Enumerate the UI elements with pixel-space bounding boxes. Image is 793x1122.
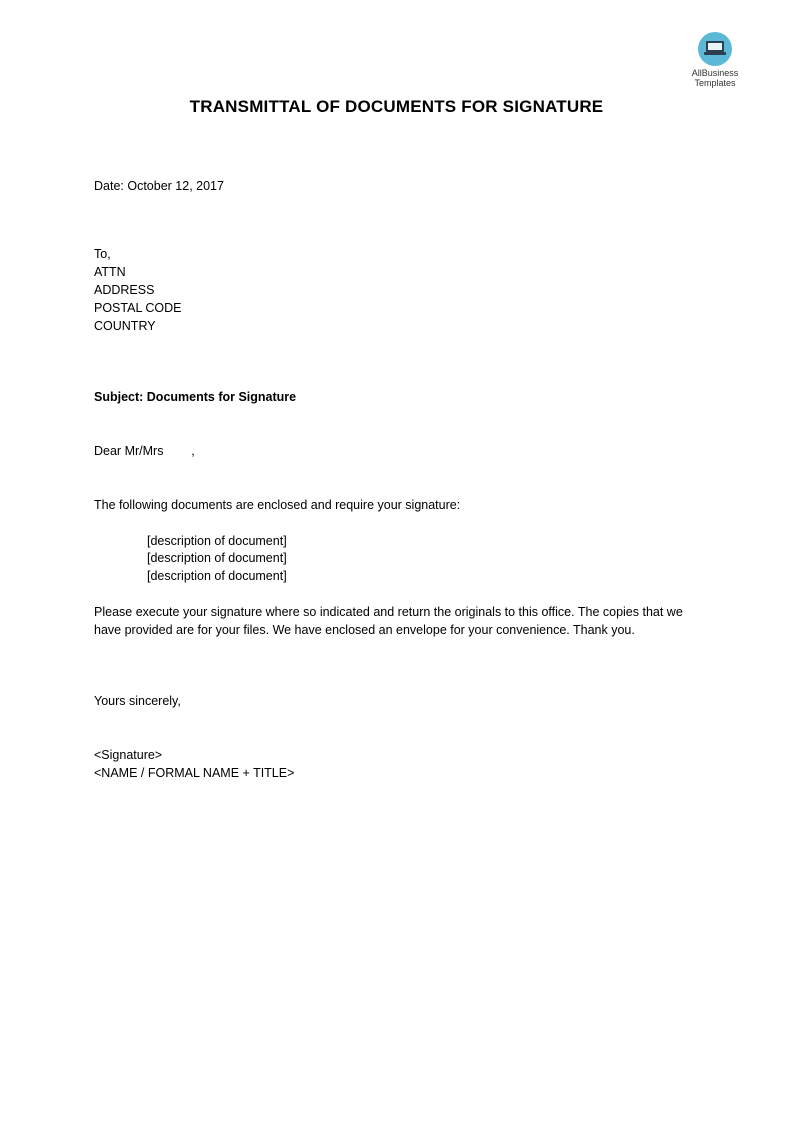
name-title-placeholder: <NAME / FORMAL NAME + TITLE> [94,766,295,780]
subject-line: Subject: Documents for Signature [94,390,297,404]
recipient-attn: ATTN [94,265,126,279]
brand-logo [680,32,750,88]
recipient-postal-code: POSTAL CODE [94,301,182,315]
recipient-country: COUNTRY [94,319,156,333]
logo-line-1: AllBusiness [691,68,739,78]
closing-line: Yours sincerely, [94,694,181,708]
laptop-icon [698,32,732,66]
recipient-address: ADDRESS [94,283,155,297]
document-item: [description of document] [147,534,287,548]
document-item: [description of document] [147,569,287,583]
date-line: Date: October 12, 2017 [94,179,224,193]
salutation: Dear Mr/Mrs , [94,444,195,458]
logo-text [680,68,750,88]
signature-placeholder: <Signature> [94,748,163,762]
document-item: [description of document] [147,551,287,565]
body-paragraph: Please execute your signature where so indicated and return the originals to this office. The copies that we have provided are for your files. We have enclosed an envelope for your convenience. Thank you. [94,605,683,637]
recipient-to: To, [94,247,111,261]
document-title: TRANSMITTAL OF DOCUMENTS FOR SIGNATURE [189,97,604,116]
intro-text: The following documents are enclosed and require your signature: [94,498,461,512]
logo-line-2: Templates [694,78,736,88]
